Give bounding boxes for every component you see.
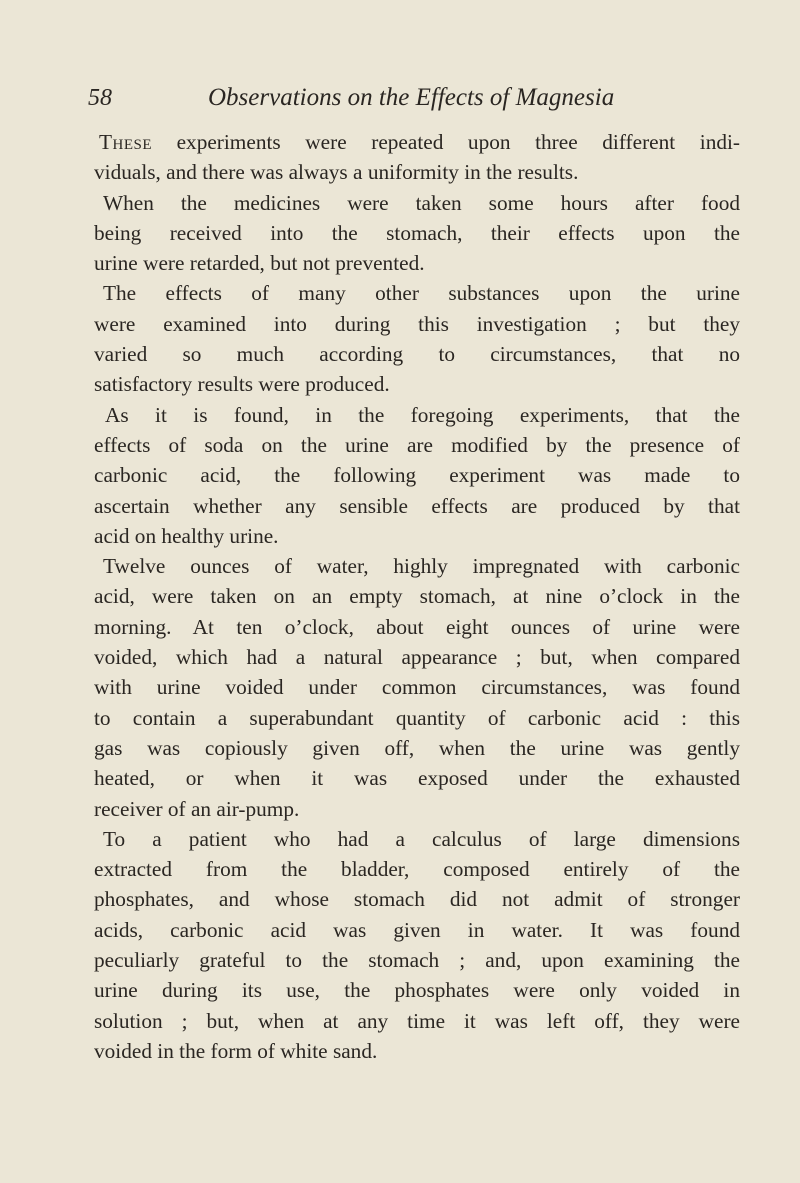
- small-caps-lead: These: [99, 130, 153, 154]
- text-line: heated, or when it was exposed under the exhausted: [94, 766, 740, 791]
- paragraph: [94, 278, 740, 399]
- paragraph: [94, 127, 740, 188]
- text-line: solution ; but, when at any time it was left off, they were: [94, 1008, 740, 1033]
- text-line: receiver of an air-pump.: [94, 796, 300, 821]
- text-line: urine were retarded, but not prevented.: [94, 251, 425, 276]
- text-line: extracted from the bladder, composed entirely of the: [94, 857, 740, 882]
- text-line: viduals, and there was always a uniformity in the results.: [94, 160, 579, 185]
- text-line: acid, were taken on an empty stomach, at nine o’clock in the: [94, 584, 740, 609]
- paragraph: [94, 824, 740, 1066]
- text-line: When the medicines were taken some hours after food: [103, 190, 740, 215]
- text-line: To a patient who had a calculus of large dimensions: [103, 826, 740, 851]
- text-line: As it is found, in the foregoing experiments, that the: [105, 402, 740, 427]
- paragraph: [94, 400, 740, 551]
- text-line: with urine voided under common circumstances, was found: [94, 675, 740, 700]
- text-line: effects of soda on the urine are modified by the presence of: [94, 432, 740, 457]
- running-title: Observations on the Effects of Magnesia: [208, 84, 615, 111]
- body-text: [94, 127, 740, 1066]
- text-line: carbonic acid, the following experiment was made to: [94, 463, 740, 488]
- paragraph: [94, 188, 740, 279]
- text-line: gas was copiously given off, when the urine was gently: [94, 735, 740, 760]
- text-line: being received into the stomach, their effects upon the: [94, 220, 740, 245]
- text-line: satisfactory results were produced.: [94, 372, 390, 397]
- text-line: These experiments were repeated upon three different indi-: [99, 130, 740, 154]
- page-number: 58: [88, 85, 112, 111]
- paragraph: [94, 551, 740, 824]
- running-head: [88, 80, 708, 116]
- text-line: Twelve ounces of water, highly impregnated with carbonic: [103, 554, 740, 579]
- text-line: morning. At ten o’clock, about eight ounces of urine were: [94, 614, 740, 639]
- text-line: to contain a superabundant quantity of carbonic acid : this: [94, 705, 740, 730]
- text-line: acid on healthy urine.: [94, 523, 279, 548]
- text-line: urine during its use, the phosphates were only voided in: [94, 978, 740, 1003]
- text-line: The effects of many other substances upon the urine: [103, 281, 740, 306]
- text-line: voided in the form of white sand.: [94, 1038, 378, 1063]
- text-line: were examined into during this investigation ; but they: [94, 311, 740, 336]
- text-line: ascertain whether any sensible effects are produced by that: [94, 493, 740, 518]
- text-line: peculiarly grateful to the stomach ; and, upon examining the: [94, 948, 740, 973]
- text-line: voided, which had a natural appearance ; but, when compared: [94, 645, 740, 670]
- text-line: varied so much according to circumstances, that no: [94, 342, 740, 367]
- text-line: phosphates, and whose stomach did not admit of stronger: [94, 887, 740, 912]
- text-line: acids, carbonic acid was given in water. It was found: [94, 917, 740, 942]
